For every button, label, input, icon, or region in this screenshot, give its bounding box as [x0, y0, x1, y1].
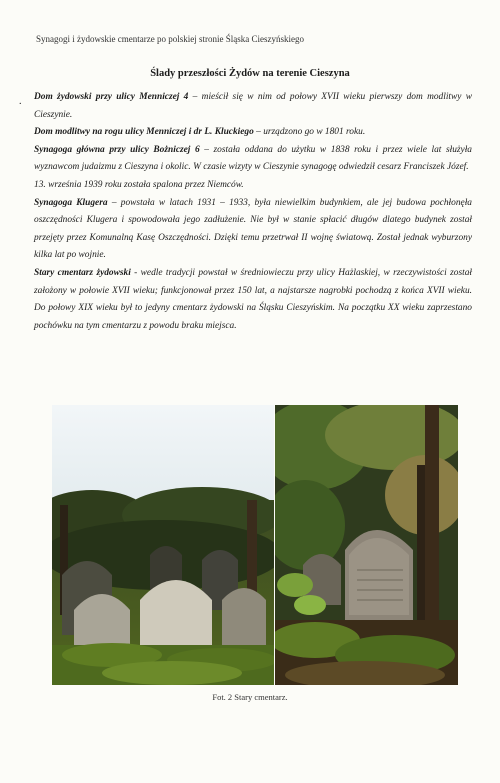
paragraph-4-text: 13. września 1939 roku została spalona przez Niemców. — [34, 179, 244, 190]
paragraph-6-heading: Stary cmentarz żydowski — [34, 267, 131, 278]
paragraph-5-heading: Synagoga Klugera — [34, 197, 108, 208]
paragraph-6 — [34, 265, 472, 335]
paragraph-5-text: – powstała w latach 1931 – 1933, była niewielkim budynkiem, ale jej budowa pochłonęła oszczędności Klugera i spowodowała jego zadłużenie. Nie był w stanie spłacić długów dlatego budynek został przejęty przez Komunalną Kasę Oszczędności. Dzięki temu przetrwał II wojnę światową. Został jednak wyburzony kilka lat po wojnie. — [34, 197, 472, 261]
paragraph-1 — [34, 89, 472, 124]
paragraph-4 — [34, 177, 472, 195]
bullet-mark: . — [19, 96, 22, 107]
cemetery-right-illustration — [275, 405, 458, 685]
article-body — [34, 89, 472, 335]
cemetery-photo-right — [275, 405, 458, 685]
paragraph-1-text: – mieścił się w nim od połowy XVII wieku pierwszy dom modlitwy w Cieszynie. — [34, 92, 473, 120]
paragraph-3-text: – została oddana do użytku w 1838 roku i przez wiele lat służyła wyznawcom judaizmu z Cieszyna i okolic. W czasie wizyty w Cieszynie synagogę odwiedził cesarz Franciszek Józef. — [34, 144, 472, 173]
paragraph-6-text: - wedle tradycji powstał w średniowieczu przy ulicy Hażlaskiej, w rzeczywistości został założony w połowie XVII wieku; funkcjonował przez 150 lat, a najstarsze nagrobki pochodzą z końca XVII wieku. Do połowy XIX wieku był to jedyny cmentarz żydowski na Śląsku Cieszyńskim. Na początku XX wieku zaprzestano pochówku na tym cmentarzu z powodu braku miejsca. — [34, 267, 472, 331]
paragraph-2-heading: Dom modlitwy na rogu ulicy Menniczej i dr L. Kluckiego — [34, 127, 254, 138]
cemetery-photo-left — [52, 405, 274, 685]
paragraph-3 — [34, 142, 472, 177]
paragraph-2 — [34, 124, 472, 142]
paragraph-3-heading: Synagoga główna przy ulicy Bożniczej 6 — [34, 144, 200, 155]
paragraph-5 — [34, 195, 472, 265]
running-header: Synagogi i żydowskie cmentarze po polskiej stronie Śląska Cieszyńskiego — [36, 34, 304, 44]
cemetery-left-illustration — [52, 405, 274, 685]
paragraph-1-heading: Dom żydowski przy ulicy Menniczej 4 — [34, 92, 189, 102]
figure-caption: Fot. 2 Stary cmentarz. — [212, 692, 288, 702]
section-title: Ślady przeszłości Żydów na terenie Cieszyna — [150, 68, 350, 79]
paragraph-2-text: – urządzono go w 1801 roku. — [253, 127, 366, 138]
